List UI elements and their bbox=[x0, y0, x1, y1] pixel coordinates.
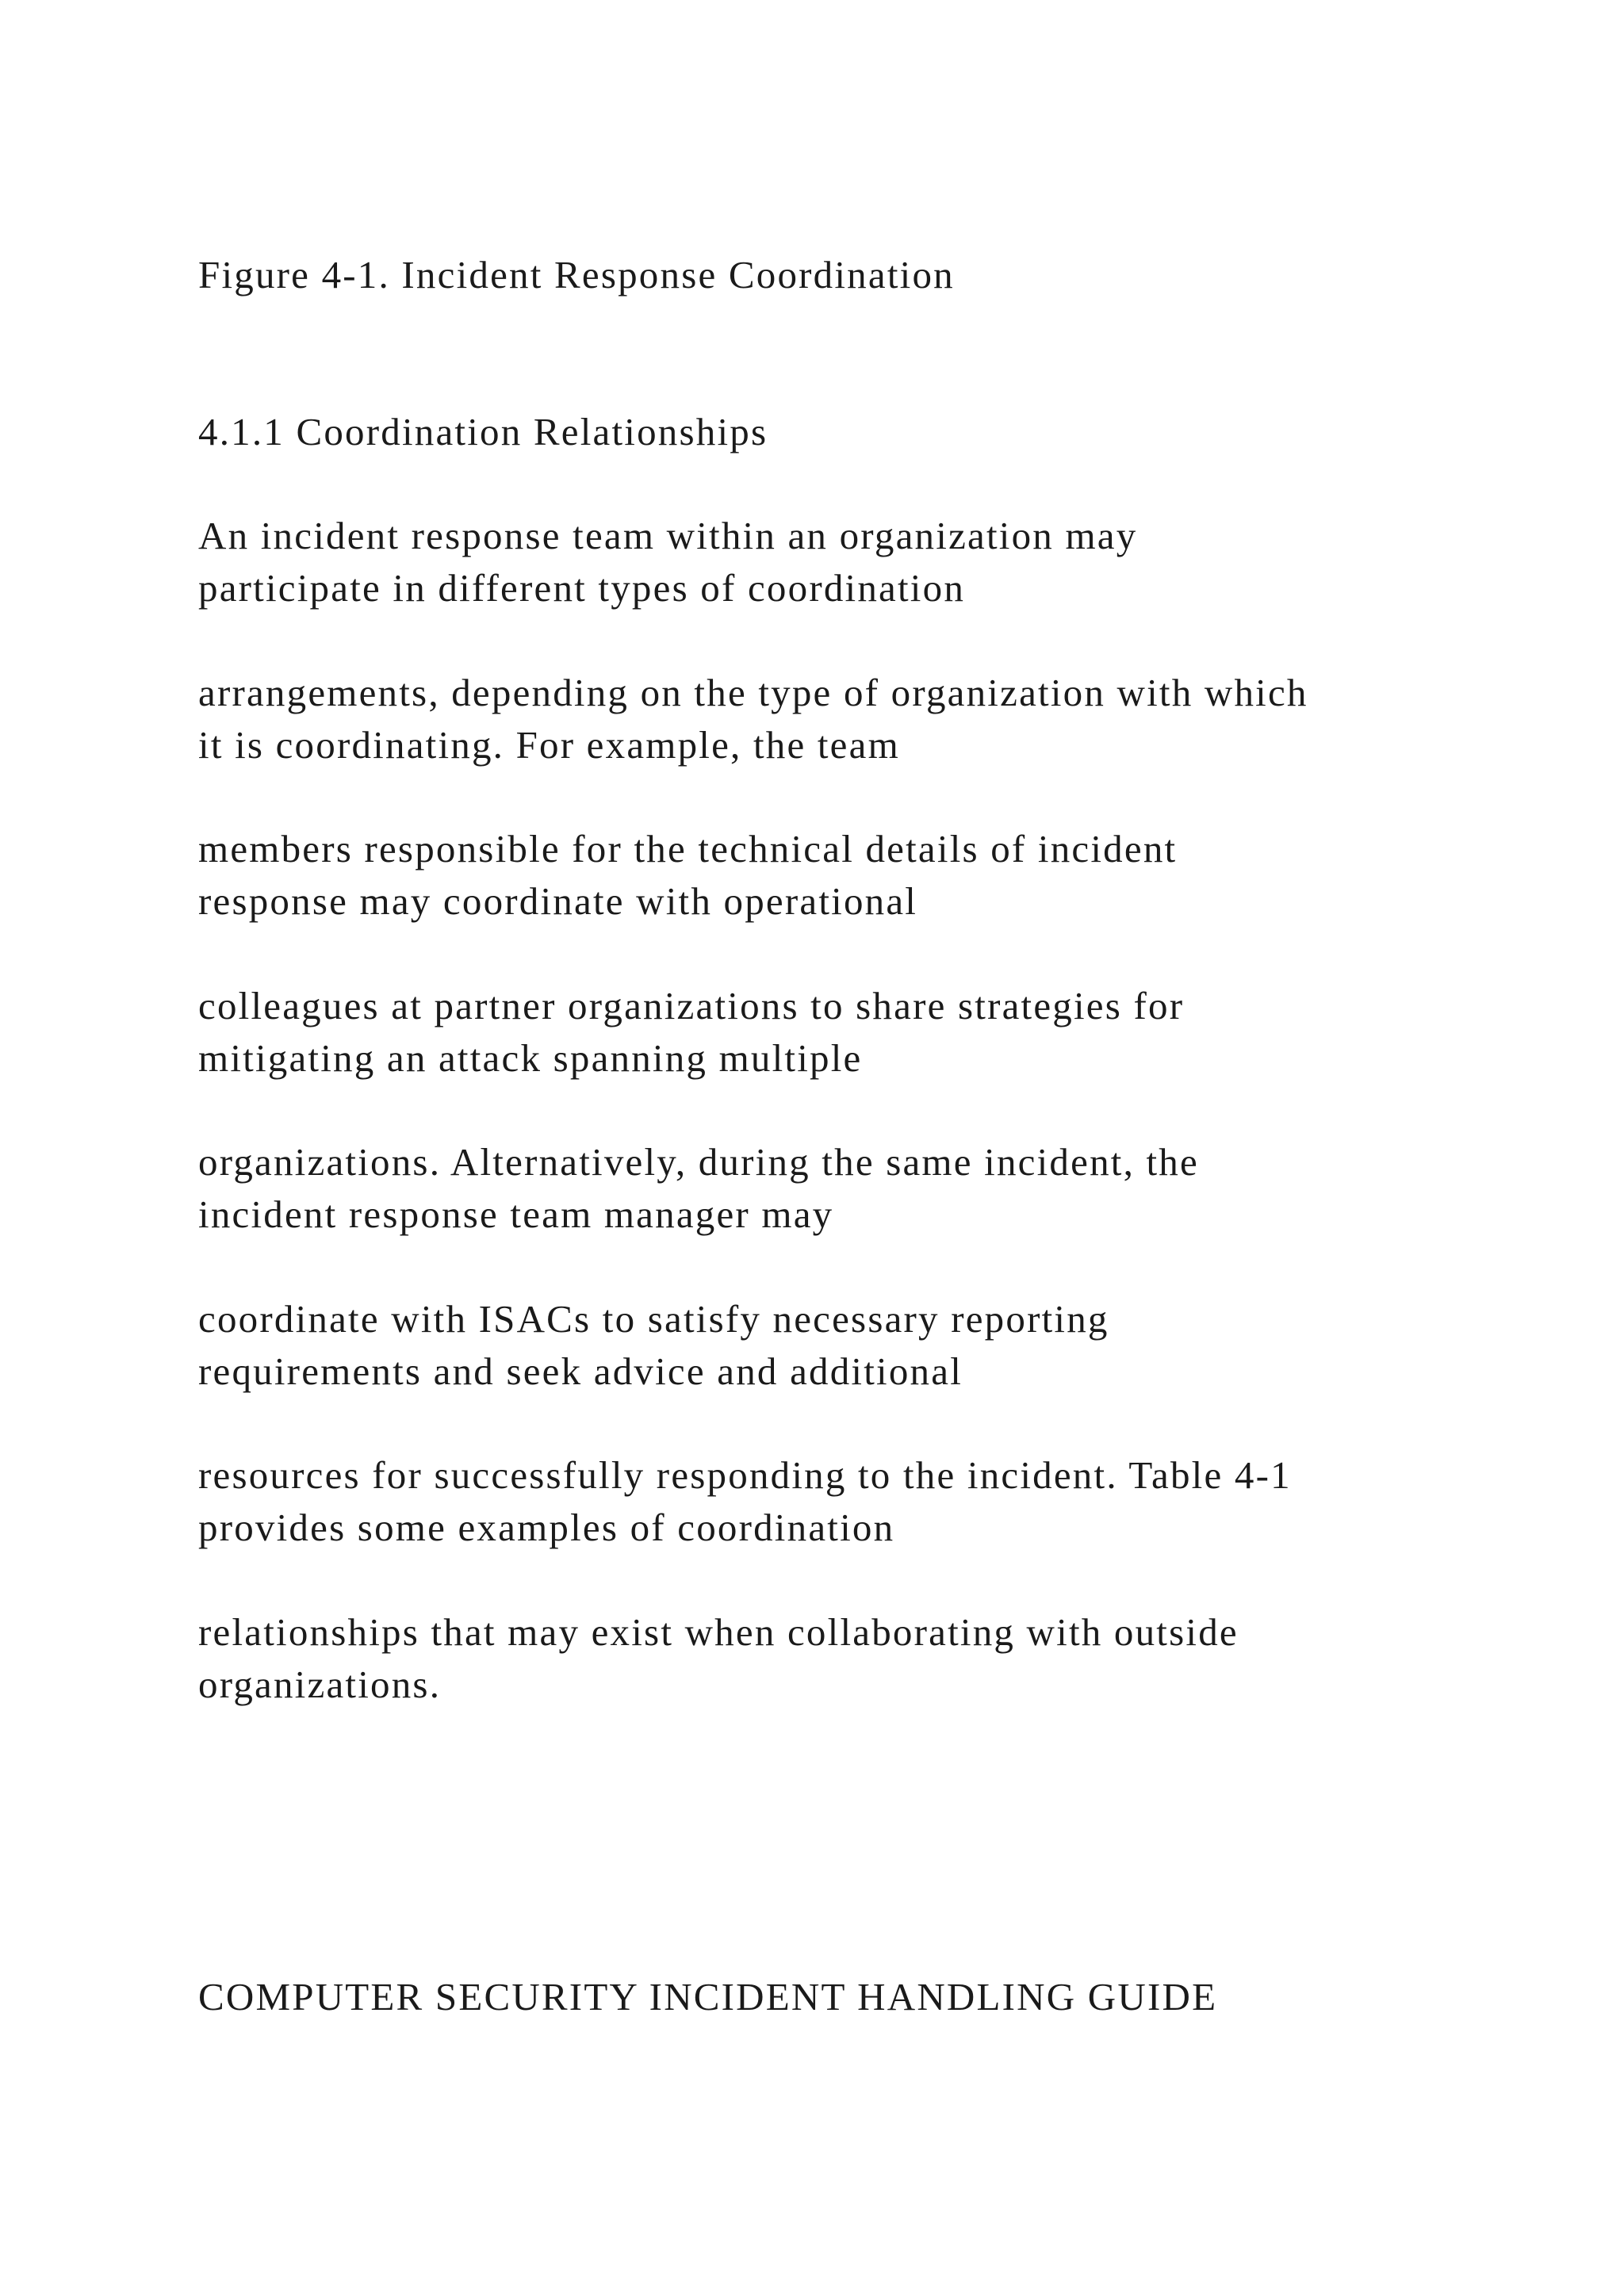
paragraph-3 bbox=[198, 823, 1177, 928]
paragraph-line: arrangements, depending on the type of organization with which bbox=[198, 671, 1308, 714]
paragraph-5 bbox=[198, 1136, 1199, 1241]
paragraph-line: relationships that may exist when collaborating with outside bbox=[198, 1610, 1239, 1654]
paragraph-6 bbox=[198, 1293, 1109, 1398]
paragraph-line: mitigating an attack spanning multiple bbox=[198, 1036, 863, 1080]
paragraph-2 bbox=[198, 667, 1308, 771]
paragraph-line: organizations. Alternatively, during the same incident, the bbox=[198, 1140, 1199, 1184]
paragraph-line: participate in different types of coordination bbox=[198, 566, 966, 610]
paragraph-line: organizations. bbox=[198, 1663, 442, 1706]
paragraph-line: incident response team manager may bbox=[198, 1192, 834, 1236]
paragraph-line: it is coordinating. For example, the team bbox=[198, 723, 900, 767]
paragraph-line: colleagues at partner organizations to share strategies for bbox=[198, 984, 1185, 1027]
paragraph-line: An incident response team within an organization may bbox=[198, 514, 1138, 557]
paragraph-line: coordinate with ISACs to satisfy necessary reporting bbox=[198, 1297, 1109, 1341]
paragraph-line: requirements and seek advice and additional bbox=[198, 1349, 963, 1393]
paragraph-line: provides some examples of coordination bbox=[198, 1506, 895, 1549]
paragraph-7 bbox=[198, 1449, 1292, 1554]
paragraph-line: resources for successfully responding to the incident. Table 4-1 bbox=[198, 1453, 1292, 1497]
footer-title: COMPUTER SECURITY INCIDENT HANDLING GUIDE bbox=[198, 1975, 1218, 2019]
paragraph-line: members responsible for the technical details of incident bbox=[198, 827, 1178, 871]
paragraph-1 bbox=[198, 510, 1137, 614]
figure-caption: Figure 4-1. Incident Response Coordination bbox=[198, 253, 955, 297]
paragraph-line: response may coordinate with operational bbox=[198, 879, 918, 923]
paragraph-8 bbox=[198, 1606, 1239, 1711]
paragraph-4 bbox=[198, 980, 1184, 1085]
section-heading: 4.1.1 Coordination Relationships bbox=[198, 410, 768, 453]
